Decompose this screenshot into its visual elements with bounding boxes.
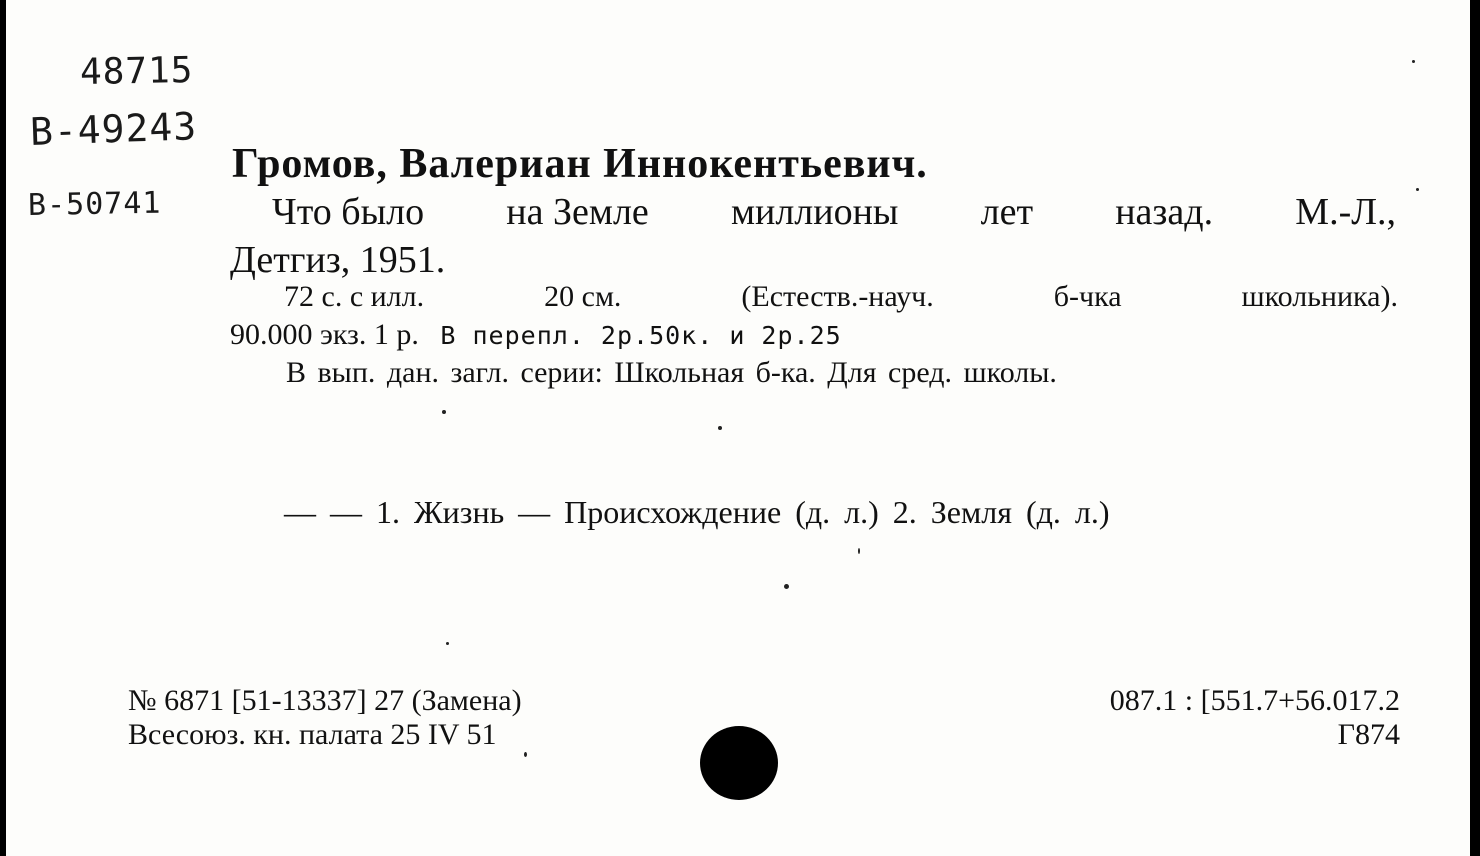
speck — [442, 410, 446, 414]
title-line-2: Детгиз, 1951. — [230, 239, 446, 281]
book-chamber-line: Всесоюз. кн. палата 25 IV 51 — [128, 718, 497, 751]
print-run-price: 90.000 экз. 1 р. — [230, 318, 419, 351]
title-word: на Земле — [506, 191, 649, 233]
imprint-place: М.-Л., — [1295, 191, 1396, 233]
author-mark: Г874 — [1337, 718, 1400, 751]
handwritten-code-1: B-49243 — [29, 104, 198, 154]
speck — [524, 752, 527, 757]
card-right-edge — [1470, 0, 1480, 856]
author-heading: Громов, Валериан Иннокентьевич. — [232, 141, 928, 187]
collation-pages: 72 с. с илл. — [284, 280, 425, 313]
speck — [446, 642, 449, 645]
title-word: назад. — [1115, 191, 1214, 233]
handwritten-inventory-number: 48715 — [79, 50, 194, 93]
title-word: миллионы — [730, 191, 899, 233]
series-part: школьника). — [1241, 280, 1398, 313]
record-number-line: № 6871 [51-13337] 27 (Замена) — [128, 684, 522, 717]
card-punch-hole — [700, 726, 778, 800]
title-word: Что было — [272, 191, 425, 233]
speck — [1416, 188, 1419, 191]
handwritten-price-note: В перепл. 2р.50к. и 2р.25 — [440, 321, 842, 350]
collation-line-1 — [284, 280, 1398, 314]
series-part: б-чка — [1053, 280, 1122, 313]
speck — [858, 548, 860, 554]
title-line-1 — [272, 190, 1396, 234]
title-word: лет — [980, 191, 1034, 233]
series-part: (Естеств.-науч. — [741, 280, 934, 313]
card-left-edge — [0, 0, 6, 856]
classification-index: 087.1 : [551.7+56.017.2 — [1109, 684, 1400, 717]
collation-size: 20 см. — [544, 280, 622, 313]
handwritten-code-2: B-50741 — [27, 185, 162, 223]
speck — [784, 584, 789, 589]
speck — [718, 426, 722, 430]
collation-line-2 — [230, 318, 842, 352]
subject-headings: — — 1. Жизнь — Происхождение (д. л.) 2. Земля (д. л.) — [284, 494, 1110, 530]
series-note: В вып. дан. загл. серии: Школьная б-ка. Для сред. школы. — [286, 356, 1057, 389]
speck — [1412, 60, 1415, 63]
